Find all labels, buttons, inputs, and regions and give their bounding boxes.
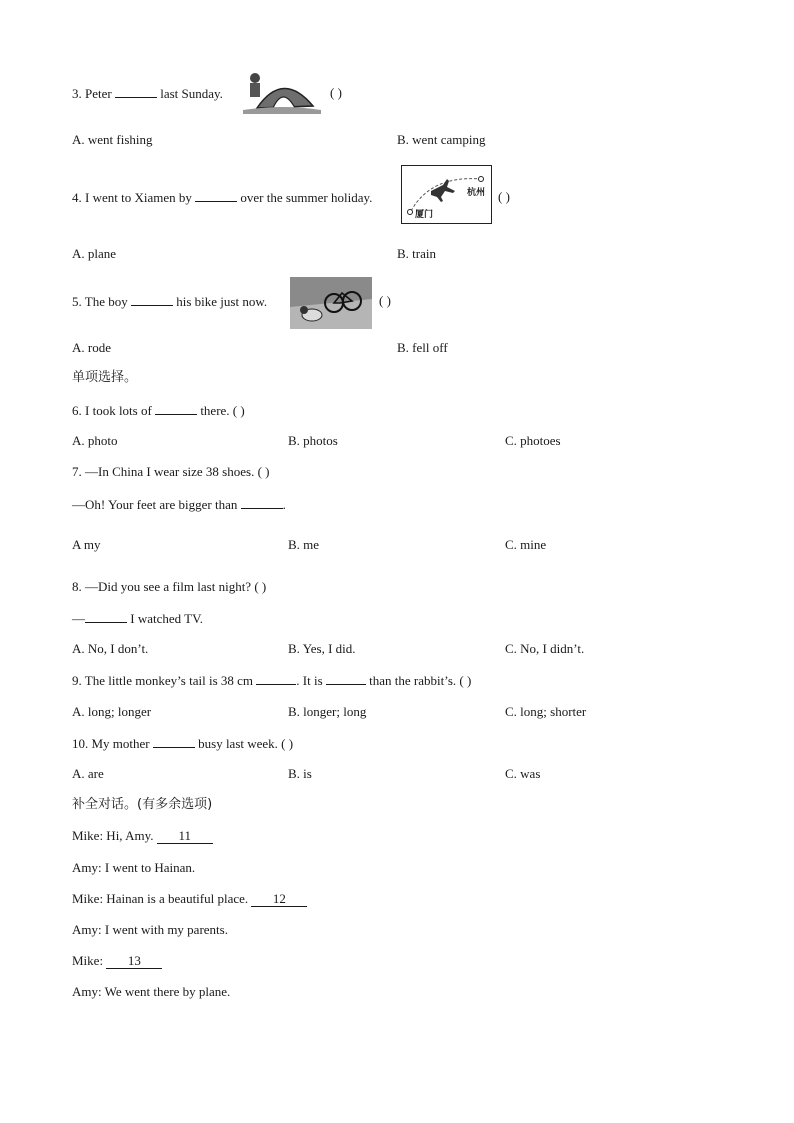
option-c: C. mine (505, 537, 547, 552)
dialog-line-3: Mike: Hainan is a beautiful place. 12 (72, 890, 307, 908)
question-6: 6. I took lots of there. ( ) (72, 403, 245, 418)
question-7-reply: —Oh! Your feet are bigger than . (72, 497, 286, 512)
option-b: B. fell off (397, 340, 448, 355)
answer-blank (131, 292, 173, 306)
answer-blank (195, 188, 237, 202)
option-b: B. me (288, 537, 320, 552)
dialog-line-5: Mike: 13 (72, 952, 162, 970)
boy-fell-off-bike-picture (290, 277, 372, 329)
dialog-blank-13: 13 (106, 954, 162, 969)
section-heading-dialog: 补全对话。(有多余选项) (72, 797, 213, 812)
option-b: B. is (288, 766, 312, 781)
answer-paren: ( ) (330, 85, 342, 100)
dialog-line-2: Amy: I went to Hainan. (72, 860, 196, 875)
option-c: C. was (505, 766, 541, 781)
question-10: 10. My mother busy last week. ( ) (72, 736, 294, 751)
map-label-xiamen: 厦门 (415, 210, 434, 220)
question-8: 8. —Did you see a film last night? ( ) (72, 579, 267, 594)
question-5: 5. The boy his bike just now. (72, 294, 268, 309)
option-b: B. Yes, I did. (288, 641, 356, 656)
dialog-line-1: Mike: Hi, Amy. 11 (72, 827, 213, 845)
answer-blank (85, 609, 127, 623)
flight-map-picture (401, 165, 492, 224)
option-c: C. No, I didn’t. (505, 641, 585, 656)
question-3: 3. Peter last Sunday. (72, 86, 223, 101)
dialog-blank-11: 11 (157, 829, 213, 844)
answer-blank (153, 734, 195, 748)
option-c: C. long; shorter (505, 704, 587, 719)
option-a: A. went fishing (72, 132, 153, 147)
answer-paren: ( ) (498, 189, 510, 204)
answer-paren: ( ) (379, 293, 391, 308)
option-b: B. went camping (397, 132, 486, 147)
option-a: A. No, I don’t. (72, 641, 149, 656)
question-9: 9. The little monkey’s tail is 38 cm . It is than the rabbit’s. ( ) (72, 673, 472, 688)
camping-tent-picture (243, 68, 321, 114)
option-a: A. plane (72, 246, 117, 261)
answer-blank (241, 495, 283, 509)
option-a: A. rode (72, 340, 111, 355)
answer-blank-1 (256, 671, 296, 685)
answer-blank (155, 401, 197, 415)
answer-blank (115, 84, 157, 98)
option-a: A my (72, 537, 101, 552)
option-b: B. longer; long (288, 704, 367, 719)
option-a: A. long; longer (72, 704, 152, 719)
answer-blank-2 (326, 671, 366, 685)
dialog-line-4: Amy: I went with my parents. (72, 922, 228, 937)
option-b: B. train (397, 246, 436, 261)
dialog-line-6: Amy: We went there by plane. (72, 984, 231, 999)
question-4: 4. I went to Xiamen by over the summer holiday. (72, 190, 373, 205)
option-a: A. photo (72, 433, 118, 448)
section-heading-single-choice: 单项选择。 (72, 370, 138, 385)
option-b: B. photos (288, 433, 338, 448)
question-8-reply: — I watched TV. (72, 611, 204, 626)
question-7: 7. —In China I wear size 38 shoes. ( ) (72, 464, 270, 479)
dialog-blank-12: 12 (251, 892, 307, 907)
option-a: A. are (72, 766, 104, 781)
map-label-hangzhou: 杭州 (467, 188, 486, 198)
option-c: C. photoes (505, 433, 561, 448)
